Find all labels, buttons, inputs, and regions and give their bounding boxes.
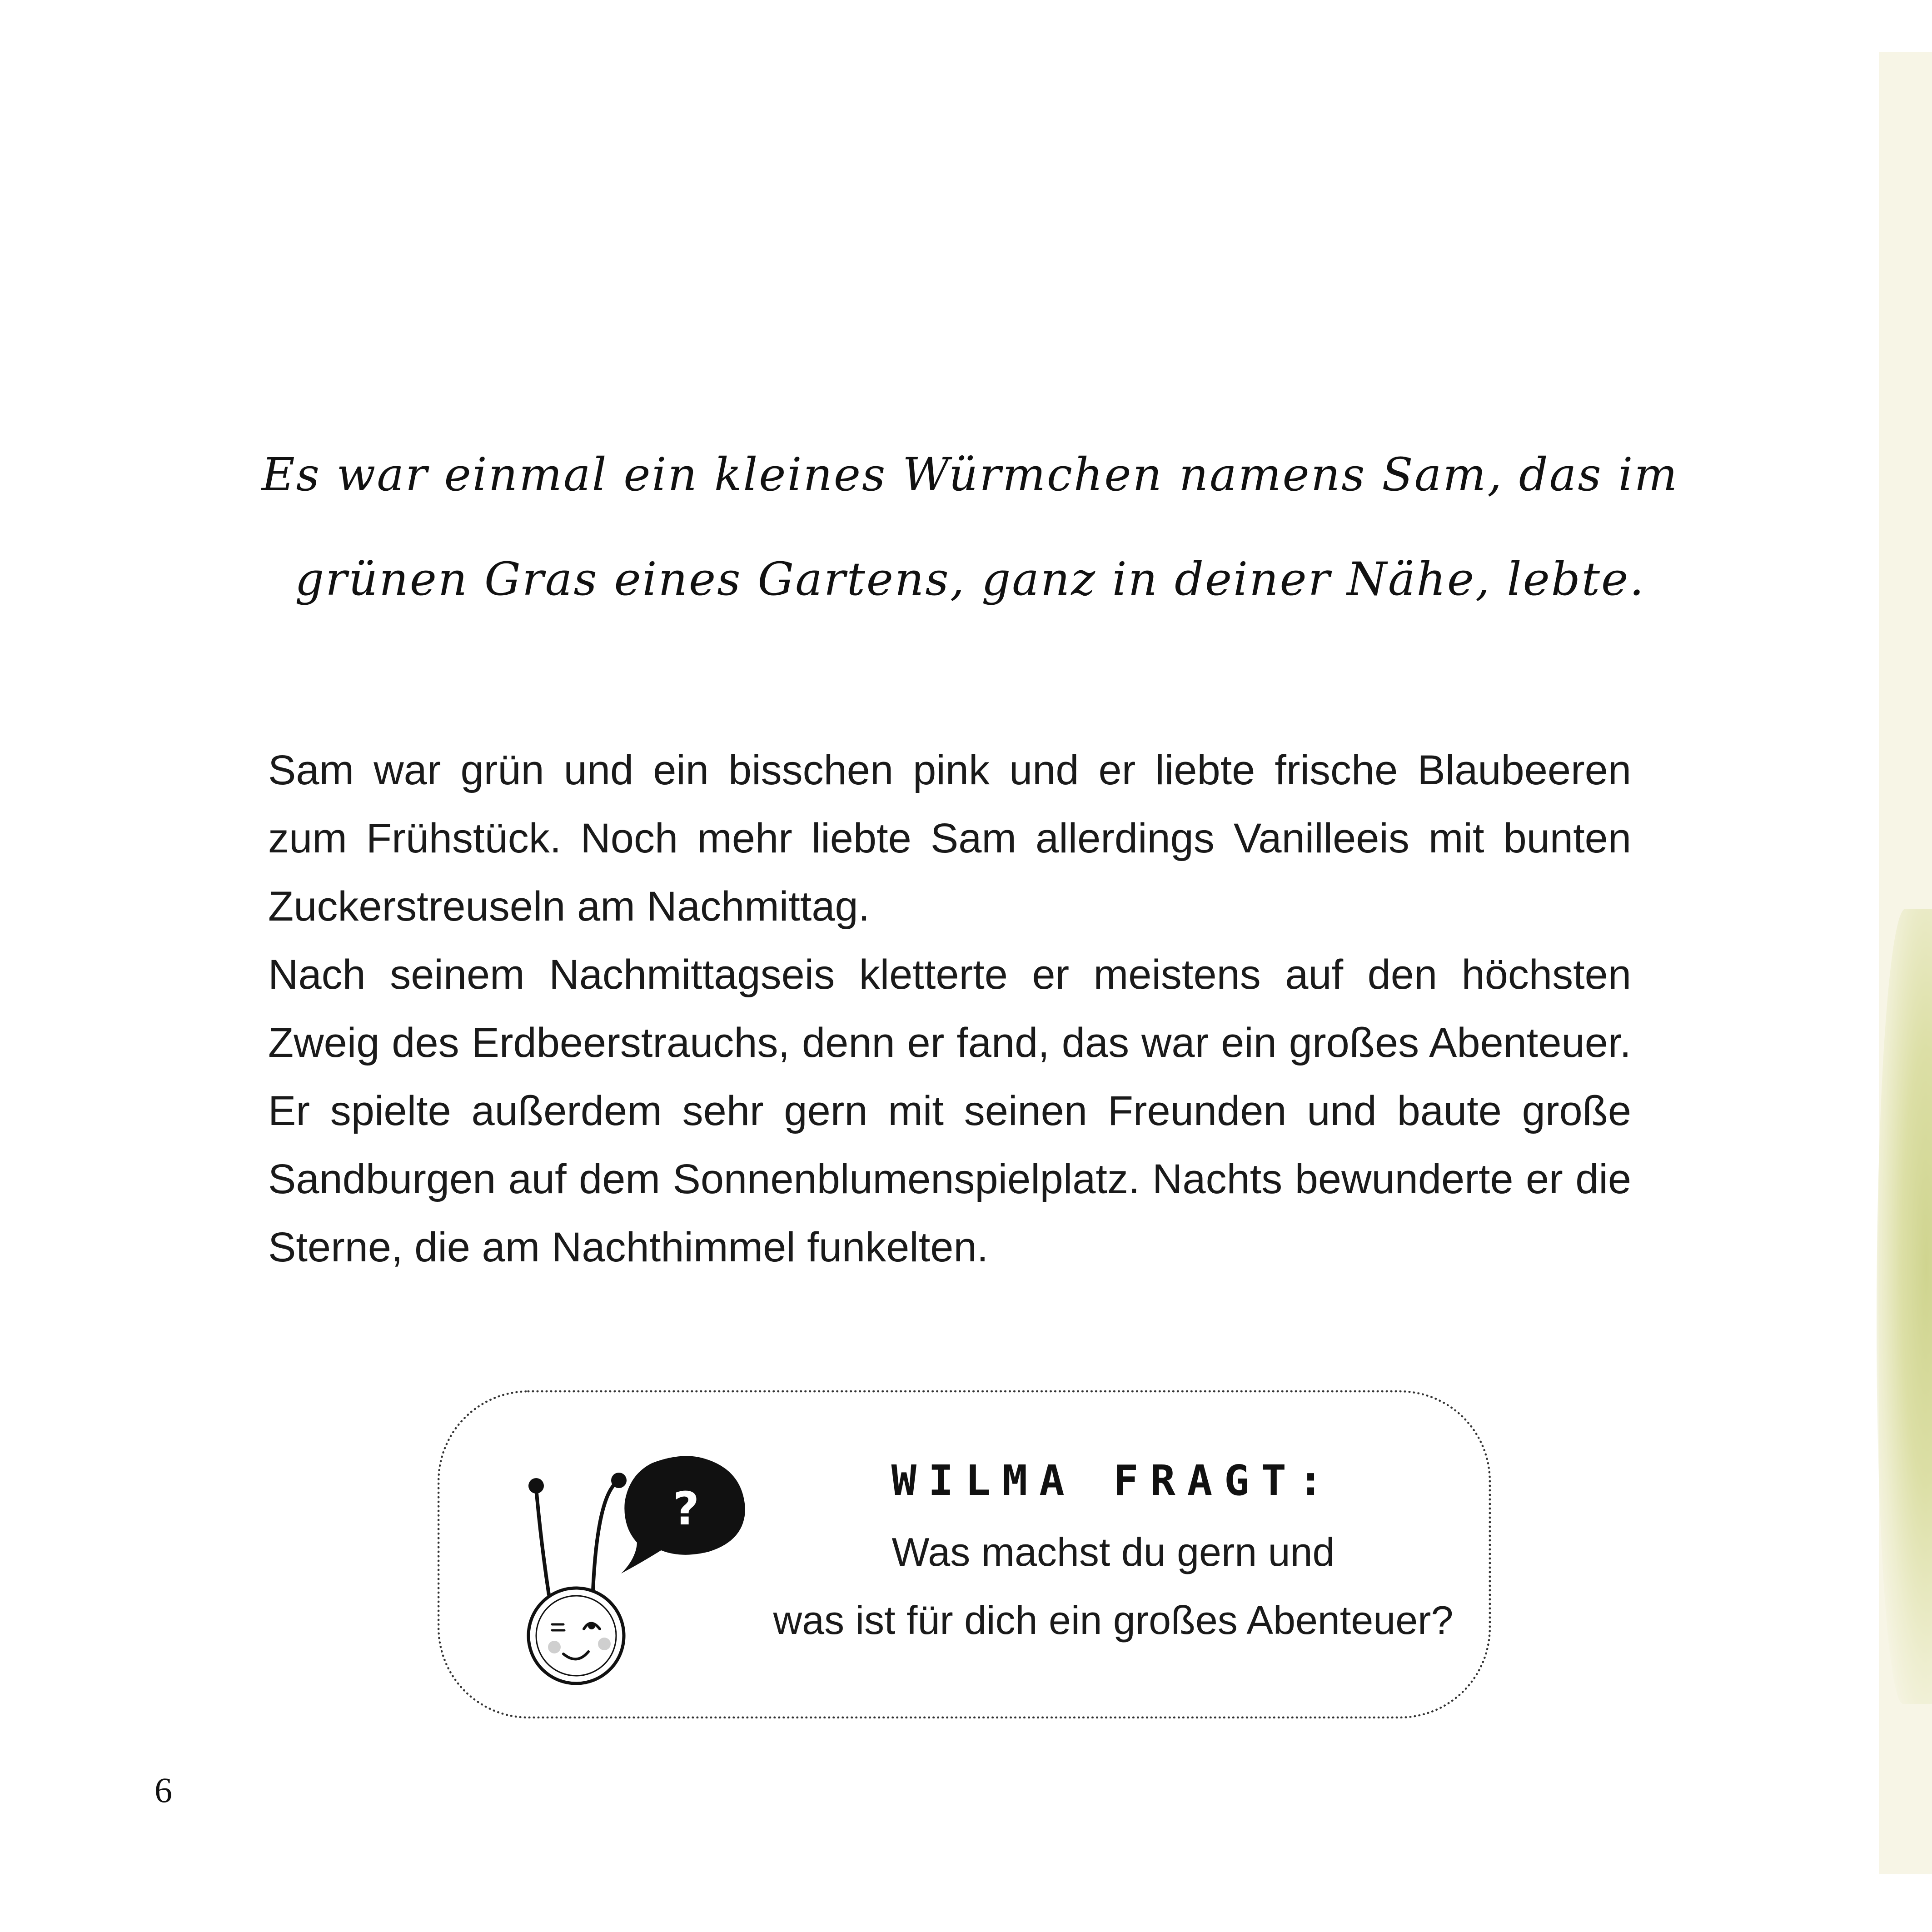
watercolor-wash (1877, 909, 1932, 1704)
intro-line-1: Es war einmal ein kleines Würmchen namens Sam, das im (261, 448, 1679, 501)
story-text (268, 736, 1631, 1281)
wilma-worm-icon (491, 1445, 809, 1699)
intro-line-2: grünen Gras eines Gartens, ganz in deiner Nähe, lebte. (295, 553, 1645, 606)
question-mark: ? (672, 1482, 700, 1535)
page-number: 6 (154, 1770, 172, 1810)
box-title: WILMA FRAGT: (891, 1456, 1335, 1505)
handwritten-intro (254, 423, 1686, 632)
story-paragraph-1: Sam war grün und ein bisschen pink und er liebte frische Blaubeeren zum Frühstück. Noch mehr liebte Sam allerdings Vanilleeis mit bunten Zuckerstreuseln am Nachmittag. (268, 747, 1631, 930)
box-question-line-1: Was machst du gern und (891, 1529, 1335, 1574)
story-paragraph-2: Nach seinem Nachmittagseis kletterte er meistens auf den höchsten Zweig des Erdbeerstrauchs, denn er fand, das war ein großes Abenteuer. Er spielte außerdem sehr gern mit seinen Freunden und baute große Sandburgen auf dem Sonnenblumenspielplatz. Nachts bewunderte er die Sterne, die am Nachthimmel funkelten. (268, 951, 1631, 1270)
box-question-line-2: was ist für dich ein großes Abenteuer? (773, 1598, 1454, 1643)
